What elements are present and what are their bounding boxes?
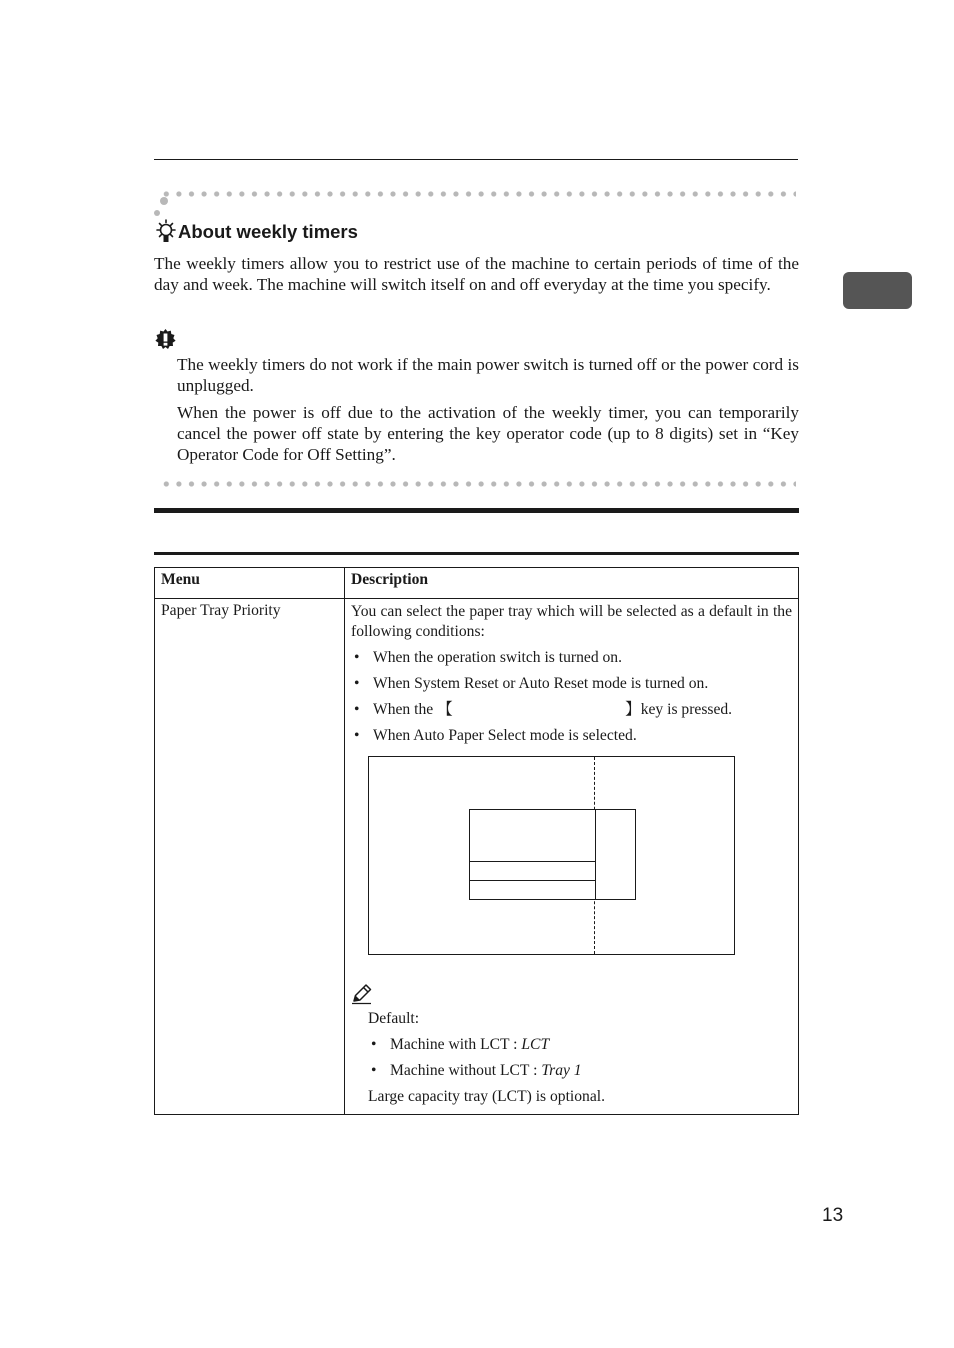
row-menu-label: Paper Tray Priority (161, 602, 281, 619)
header-description: Description (351, 571, 429, 588)
key-bracket-close: 】 (625, 701, 641, 718)
tray-diagram (368, 756, 735, 955)
default-item (368, 1061, 792, 1081)
table-header-cell (155, 568, 345, 599)
important-icon (154, 328, 177, 350)
default-item-value: Tray 1 (541, 1062, 582, 1079)
important-para-1: The weekly timers do not work if the main power switch is turned off or the power cord is unplugged. (177, 355, 799, 395)
key-bracket (437, 700, 625, 720)
header-rule (154, 159, 798, 160)
note-dot-corner (160, 197, 168, 205)
table-cell-menu (155, 599, 345, 1115)
note-dots-bottom (160, 480, 796, 488)
default-item (368, 1035, 792, 1055)
note-dot-corner-2 (154, 210, 160, 216)
important-para-2: When the power is off due to the activation of the weekly timer, you can temporarily cancel the power off state by entering the key operator code (up to 8 digits) set in “Key Operator Code for Off Setting”. (177, 403, 799, 464)
note-body: The weekly timers allow you to restrict use of the machine to certain periods of time of the day and week. The machine will switch itself on and off everyday at the time you specify. (154, 254, 799, 294)
note-dots-top (160, 190, 796, 198)
table-header-cell (345, 568, 799, 599)
header-menu: Menu (161, 571, 200, 588)
section-rule-thick (154, 508, 799, 513)
table-cell-description (345, 599, 799, 1115)
key-bracket-open: 【 (437, 701, 453, 718)
default-item-label: Machine without LCT : (390, 1062, 542, 1079)
default-footnote: Large capacity tray (LCT) is optional. (368, 1088, 605, 1105)
note-heading (154, 219, 358, 245)
lightbulb-icon (154, 219, 178, 245)
settings-table (154, 567, 799, 1115)
condition-item: • When the operation switch is turned on. (351, 648, 792, 668)
condition-item: • When Auto Paper Select mode is selected. (351, 726, 792, 746)
table-header-row (155, 568, 799, 599)
default-label: Default: (368, 1010, 420, 1027)
condition-text: When the (373, 701, 434, 718)
condition-item (351, 700, 792, 720)
page-number: 13 (822, 1205, 844, 1226)
pencil-note-icon (351, 983, 373, 1005)
diagram-panel-left (469, 809, 596, 900)
condition-text: key is pressed. (640, 701, 733, 718)
description-intro: You can select the paper tray which will be selected as a default in the following conditions: (351, 603, 792, 640)
chapter-tab (843, 272, 912, 309)
condition-item: • When System Reset or Auto Reset mode is turned on. (351, 674, 792, 694)
default-item-value: LCT (521, 1036, 550, 1053)
default-item-label: Machine with LCT : (390, 1036, 522, 1053)
section-rule-medium (154, 552, 799, 555)
diagram-line (470, 880, 595, 881)
diagram-line (470, 861, 595, 862)
table-row (155, 599, 799, 1115)
note-heading-text: About weekly timers (178, 221, 358, 242)
